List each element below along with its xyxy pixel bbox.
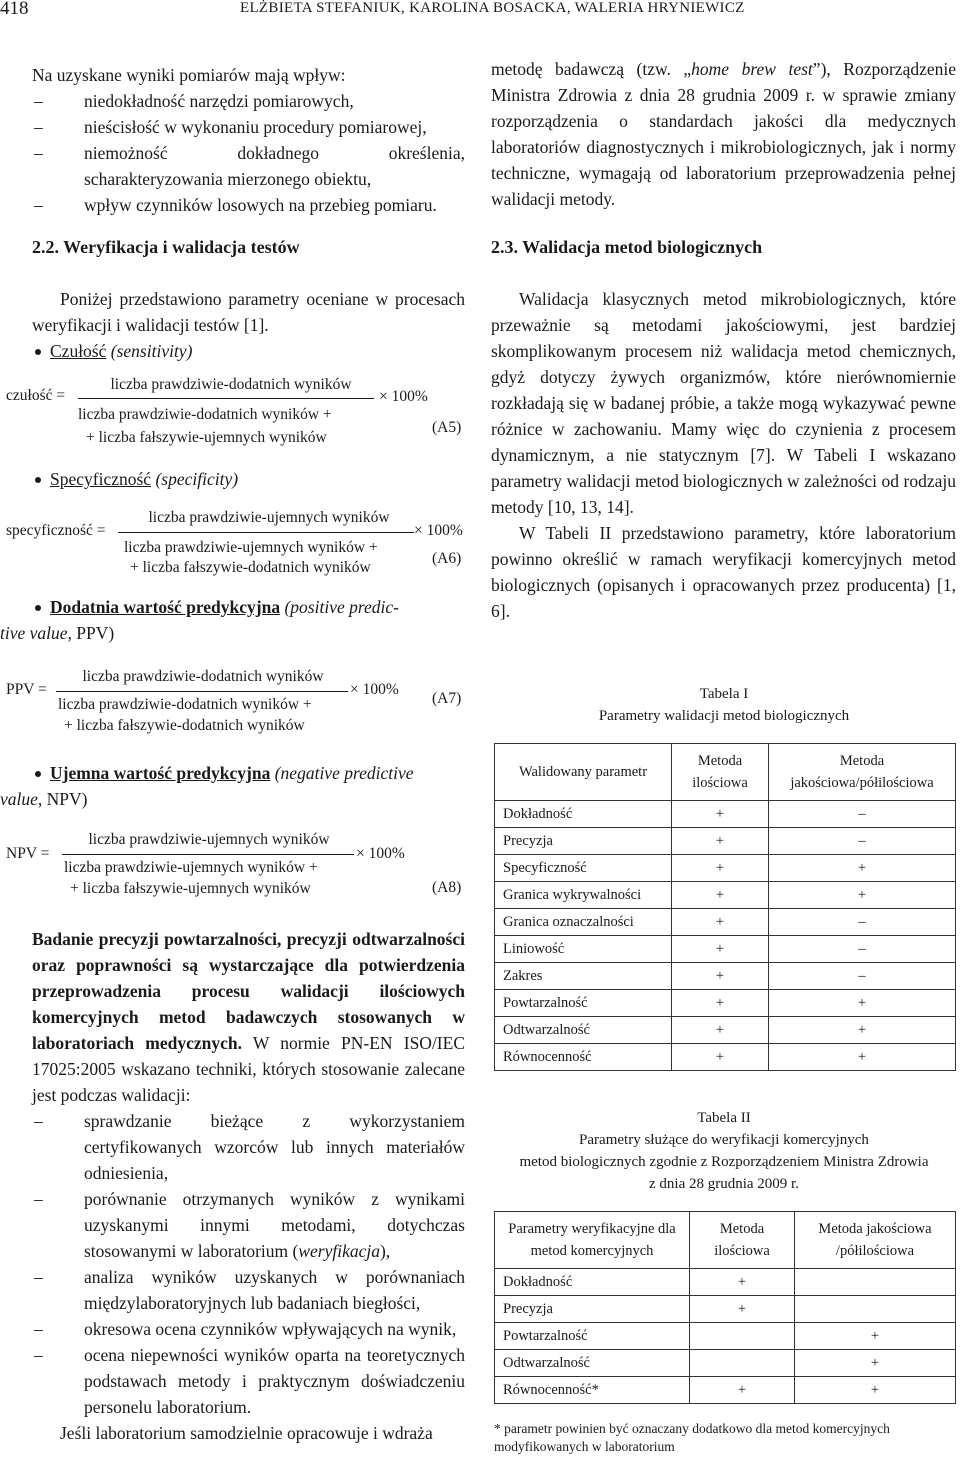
term-sensitivity: Czułość: [50, 341, 107, 361]
formula-denominator-2: + liczba fałszywie-ujemnych wyników: [70, 880, 311, 897]
formula-denominator-1: liczba prawdziwie-dodatnich wyników +: [58, 696, 312, 713]
table-row: [495, 963, 956, 990]
cont-a: metodę badawczą (tzw. „: [491, 59, 692, 79]
table-cell: Liniowość: [495, 936, 672, 963]
table-cell: [795, 1296, 956, 1323]
section-intro: Poniżej przedstawiono parametry oceniane w procesach weryfikacji i walidacji testów [1].: [32, 289, 465, 335]
table-cell: +: [672, 828, 769, 855]
equation-tag: (A5): [432, 419, 462, 436]
formula-denominator-2: + liczba fałszywie-dodatnich wyników: [64, 717, 305, 734]
english-specificity: (specificity): [155, 469, 239, 489]
table-row: [495, 1377, 956, 1404]
factor-item: – niemożność dokładnego określenia, scharakteryzowania mierzonego obiektu,: [32, 140, 465, 192]
factor-item: – nieścisłość w wykonaniu procedury pomiarowej,: [32, 114, 465, 140]
section-intro-block: [32, 286, 465, 364]
table-cell: +: [769, 990, 956, 1017]
table-header-cell: Metoda ilościowa: [672, 744, 769, 801]
formula-multiplier: × 100%: [356, 845, 405, 862]
table-row: [495, 828, 956, 855]
fraction-line: [78, 398, 374, 399]
technique-item: – analiza wyników uzyskanych w porównaniach międzylaboratoryjnych lub badaniach biegłości,: [32, 1264, 465, 1316]
cont-b: home brew test: [691, 59, 813, 79]
table-cell: +: [795, 1323, 956, 1350]
formula-lhs: czułość =: [6, 387, 66, 404]
factor-item: – wpływ czynników losowych na przebieg pomiaru.: [32, 192, 465, 218]
table-cell: Powtarzalność: [495, 990, 672, 1017]
table-header-cell: Walidowany parametr: [495, 744, 672, 801]
formula-lhs: specyficzność =: [6, 522, 106, 539]
table2: [494, 1211, 956, 1404]
table-cell: +: [672, 909, 769, 936]
continuation-paragraph: [491, 56, 956, 212]
table-cell: Zakres: [495, 963, 672, 990]
table-cell: [795, 1269, 956, 1296]
table-row: [495, 909, 956, 936]
table-row: [495, 1323, 956, 1350]
fraction-line: [56, 691, 348, 692]
page-header: [0, 0, 960, 22]
ppv-continuation: [0, 620, 465, 646]
english-npv-a: (negative predictive: [274, 763, 414, 783]
table-cell: +: [769, 855, 956, 882]
term-specificity: Specyficzność: [50, 469, 152, 489]
table-header-cell: Parametry weryfikacyjne dla metod komercyjnych: [495, 1212, 690, 1269]
term-npv: Ujemna wartość predykcyjna: [50, 763, 271, 783]
table-cell: Równocenność*: [495, 1377, 690, 1404]
bullet-npv: [32, 760, 465, 786]
formula-denominator-1: liczba prawdziwie-ujemnych wyników +: [124, 539, 378, 556]
bullet-ppv: [32, 594, 465, 620]
section-title-2-3: 2.3. Walidacja metod biologicznych: [491, 237, 763, 257]
running-authors: ELŻBIETA STEFANIUK, KAROLINA BOSACKA, WALERIA HRYNIEWICZ: [240, 0, 745, 16]
table-cell: +: [795, 1377, 956, 1404]
table-row: [495, 990, 956, 1017]
right-column-top: [491, 56, 956, 212]
table-cell: +: [690, 1296, 795, 1323]
technique-item: – okresowa ocena czynników wpływających na wynik,: [32, 1316, 465, 1342]
factor-item: – niedokładność narzędzi pomiarowych,: [32, 88, 465, 114]
table-cell: +: [769, 1017, 956, 1044]
formula-numerator: liczba prawdziwie-dodatnich wyników: [82, 668, 324, 685]
english-ppv-a: (positive predic-: [284, 597, 400, 617]
bullet-specificity-block: [32, 466, 465, 492]
english-npv-c: , NPV): [37, 789, 88, 809]
table-cell: Granica wykrywalności: [495, 882, 672, 909]
intro-line: Na uzyskane wyniki pomiarów mają wpływ:: [32, 65, 346, 85]
table-cell: –: [769, 828, 956, 855]
technique-2a: porównanie otrzymanych wyników z wynikami uzyskanymi innymi metodami, dotychczas stosowanymi w laboratorium (: [84, 1189, 465, 1261]
table-cell: +: [690, 1269, 795, 1296]
table-row: [495, 936, 956, 963]
bold-statement: Badanie precyzji powtarzalności, precyzji odtwarzalności oraz poprawności są wystarczające dla potwierdzenia przeprowadzenia procesu walidacji ilościowych komercyjnych metod badawczych stosowanych w laboratoriach medycznych.: [32, 929, 465, 1053]
table2-caption-line: metod biologicznych zgodnie z Rozporządzeniem Ministra Zdrowia: [519, 1154, 929, 1170]
table-cell: [690, 1350, 795, 1377]
english-npv-b: value: [0, 789, 38, 809]
table2-label: Tabela II: [697, 1110, 751, 1126]
table-row: [495, 1044, 956, 1071]
technique-2b: weryfikacja: [298, 1241, 380, 1261]
table-row: [495, 855, 956, 882]
equation-tag: (A7): [432, 690, 462, 707]
formula-lhs: PPV =: [6, 681, 47, 698]
formula-denominator-1: liczba prawdziwie-dodatnich wyników +: [78, 406, 332, 423]
formula-numerator: liczba prawdziwie-ujemnych wyników: [88, 831, 330, 848]
table-cell: +: [672, 855, 769, 882]
table-row: [495, 1017, 956, 1044]
fraction-line: [62, 854, 354, 855]
table-cell: +: [672, 990, 769, 1017]
table-row: [495, 882, 956, 909]
english-ppv-c: , PPV): [67, 623, 115, 643]
table-cell: Granica oznaczalności: [495, 909, 672, 936]
table-cell: +: [769, 1044, 956, 1071]
table-cell: Dokładność: [495, 1269, 690, 1296]
table-cell: [690, 1323, 795, 1350]
bullet-npv-block: [0, 760, 465, 812]
formula-denominator-2: + liczba fałszywie-dodatnich wyników: [130, 559, 371, 576]
table-header-cell: Metoda jakościowa/półilościowa: [769, 744, 956, 801]
table2-intro-paragraph: W Tabeli II przedstawiono parametry, które laboratorium powinno określić w ramach weryfikacji komercyjnych metod biologicznych (opisanych i opracowanych przez producenta) [1, 6].: [491, 523, 956, 621]
formula-denominator-1: liczba prawdziwie-ujemnych wyników +: [64, 859, 318, 876]
table-cell: Odtwarzalność: [495, 1017, 672, 1044]
table-cell: –: [769, 909, 956, 936]
table2-caption-line: Parametry służące do weryfikacji komercyjnych: [579, 1132, 869, 1148]
left-column-bottom: [32, 926, 465, 1446]
last-line: Jeśli laboratorium samodzielnie opracowuje i wdraża: [60, 1423, 433, 1443]
technique-item: – ocena niepewności wyników oparta na teoretycznych podstawach metody i praktycznym doświadczeniu personelu laboratorium.: [32, 1342, 465, 1420]
table-header-cell: Metoda jakościowa /półilościowa: [795, 1212, 956, 1269]
equation-tag: (A8): [432, 879, 462, 896]
table-cell: +: [672, 1044, 769, 1071]
table-header-row: [495, 744, 956, 801]
table-cell: Powtarzalność: [495, 1323, 690, 1350]
formula-denominator-2: + liczba fałszywie-ujemnych wyników: [86, 429, 327, 446]
bullet-sensitivity: [32, 338, 465, 364]
table-cell: +: [690, 1377, 795, 1404]
table-cell: –: [769, 936, 956, 963]
table1-label: Tabela I: [699, 686, 749, 702]
table-cell: +: [672, 1017, 769, 1044]
bullet-specificity: [32, 466, 465, 492]
npv-continuation: [0, 786, 465, 812]
fraction-line: [118, 532, 414, 533]
table2-footnote: * parametr powinien być oznaczany dodatkowo dla metod komercyjnych modyfikowanych w laboratorium: [494, 1421, 890, 1454]
english-ppv-b: tive value: [0, 623, 68, 643]
table-row: [495, 1350, 956, 1377]
table1-caption: Parametry walidacji metod biologicznych: [598, 708, 850, 724]
bullet-ppv-block: [0, 594, 465, 646]
table-cell: +: [672, 936, 769, 963]
table-row: [495, 801, 956, 828]
table-cell: +: [672, 801, 769, 828]
table-cell: +: [672, 882, 769, 909]
english-sensitivity: (sensitivity): [110, 341, 193, 361]
formula-numerator: liczba prawdziwie-ujemnych wyników: [148, 509, 390, 526]
formula-multiplier: × 100%: [414, 522, 463, 539]
biological-paragraph: Walidacja klasycznych metod mikrobiologicznych, które przeważnie są metodami jakościowymi, jest bardziej skomplikowanym procesem niż walidacja metod chemicznych, gdyż dotyczy żywych organizmów, które nierównomiernie rozkładają się w badanej próbie, a także mogą wykazywać pewne różnice w zachowaniu. Mamy więc do czynienia z procesem dynamicznym, a nie statycznym [7]. W Tabeli I wskazano parametry walidacji metod biologicznych w zależności od rodzaju metody [10, 13, 14].: [491, 289, 956, 517]
formula-lhs: NPV =: [6, 845, 50, 862]
table-row: [495, 1269, 956, 1296]
table-cell: –: [769, 801, 956, 828]
norm-text: W normie PN-EN ISO/IEC 17025:2005 wskazano techniki, których stosowanie zalecane jest podczas walidacji:: [32, 1033, 465, 1105]
validation-paragraph: [32, 926, 465, 1108]
table-cell: +: [769, 882, 956, 909]
table-cell: Precyzja: [495, 828, 672, 855]
table-header-cell: Metoda ilościowa: [690, 1212, 795, 1269]
table-cell: Precyzja: [495, 1296, 690, 1323]
technique-item: [32, 1186, 465, 1264]
table-cell: +: [672, 963, 769, 990]
technique-item: – sprawdzanie bieżące z wykorzystaniem certyfikowanych wzorców lub innych materiałów odniesienia,: [32, 1108, 465, 1186]
formula-multiplier: × 100%: [379, 388, 428, 405]
page-number: 418: [0, 0, 29, 19]
table-cell: –: [769, 963, 956, 990]
section-title-2-2: 2.2. Weryfikacja i walidacja testów: [32, 237, 300, 257]
formula-numerator: liczba prawdziwie-dodatnich wyników: [110, 376, 352, 393]
table-cell: Dokładność: [495, 801, 672, 828]
table-cell: Odtwarzalność: [495, 1350, 690, 1377]
cont-c: ”), Rozporządzenie Ministra Zdrowia z dnia 28 grudnia 2009 r. w sprawie zmiany rozporządzenia o standardach jakości dla medycznych laboratoriów diagnostycznych i mikrobiologicznych, jak i normy techniczne, wymagają od laboratorium przeprowadzenia pełnej walidacji metody.: [491, 59, 957, 209]
left-column-top: [32, 62, 465, 218]
table2-caption-line: z dnia 28 grudnia 2009 r.: [649, 1176, 799, 1192]
table-row: [495, 1296, 956, 1323]
table-header-row: [495, 1212, 956, 1269]
term-ppv: Dodatnia wartość predykcyjna: [50, 597, 281, 617]
equation-tag: (A6): [432, 550, 462, 567]
table-cell: +: [795, 1350, 956, 1377]
formula-multiplier: × 100%: [350, 681, 399, 698]
table-cell: Równocenność: [495, 1044, 672, 1071]
right-column-body: [491, 286, 956, 624]
table-cell: Specyficzność: [495, 855, 672, 882]
technique-2c: ),: [379, 1241, 391, 1261]
table1: [494, 743, 956, 1071]
